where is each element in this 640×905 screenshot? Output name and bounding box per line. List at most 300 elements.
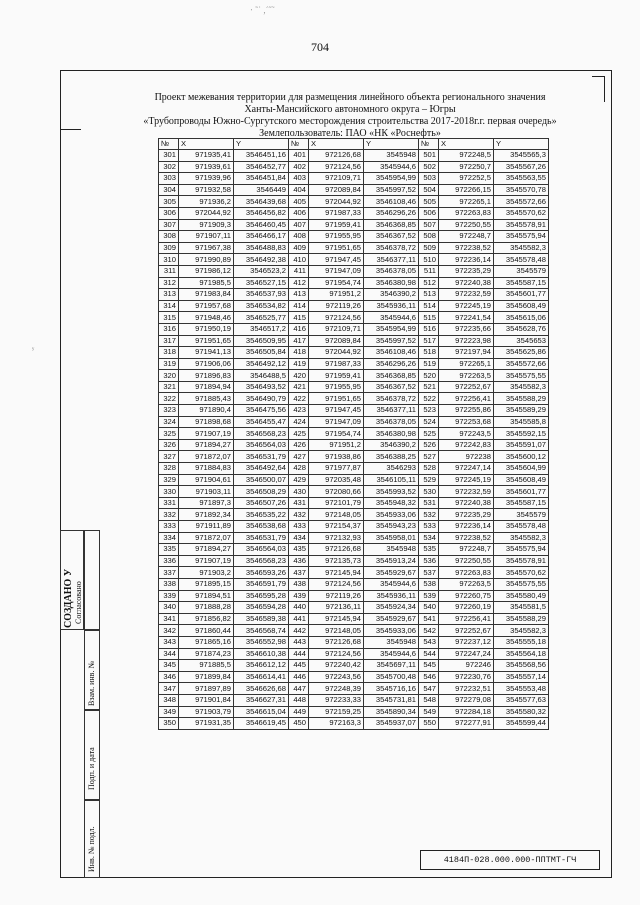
table-cell: 547 xyxy=(419,683,439,695)
table-cell: 3546439,68 xyxy=(234,196,289,208)
table-cell: 3546455,47 xyxy=(234,416,289,428)
table-cell: 524 xyxy=(419,416,439,428)
table-cell: 439 xyxy=(289,590,309,602)
table-cell: 972248,7 xyxy=(439,544,494,556)
table-cell: 3546449 xyxy=(234,184,289,196)
table-cell: 971897,89 xyxy=(179,683,234,695)
table-cell: 3546451,16 xyxy=(234,150,289,162)
table-cell: 522 xyxy=(419,393,439,405)
table-cell: 313 xyxy=(159,289,179,301)
table-cell: 971935,41 xyxy=(179,150,234,162)
table-row xyxy=(159,509,549,521)
table-cell: 332 xyxy=(159,509,179,521)
table-cell: 3545575,94 xyxy=(494,544,549,556)
table-row xyxy=(159,416,549,428)
table-cell: 972240,42 xyxy=(309,660,364,672)
table-cell: 972126,68 xyxy=(309,636,364,648)
table-cell: 3546593,26 xyxy=(234,567,289,579)
table-cell: 417 xyxy=(289,335,309,347)
table-cell: 971894,94 xyxy=(179,381,234,393)
table-cell: 3546492,12 xyxy=(234,358,289,370)
table-row xyxy=(159,405,549,417)
table-cell: 972284,18 xyxy=(439,706,494,718)
table-cell: 3546105,11 xyxy=(364,474,419,486)
table-cell: 3546451,84 xyxy=(234,173,289,185)
table-cell: 545 xyxy=(419,660,439,672)
table-cell: 3546509,95 xyxy=(234,335,289,347)
table-cell: 971907,11 xyxy=(179,231,234,243)
table-cell: 323 xyxy=(159,405,179,417)
table-cell: 972250,7 xyxy=(439,161,494,173)
table-cell: 971986,12 xyxy=(179,265,234,277)
table-cell: 3545570,62 xyxy=(494,567,549,579)
table-row xyxy=(159,207,549,219)
table-cell: 503 xyxy=(419,173,439,185)
table-row xyxy=(159,393,549,405)
table-cell: 3546367,52 xyxy=(364,381,419,393)
table-cell: 3545625,86 xyxy=(494,347,549,359)
table-cell: 326 xyxy=(159,439,179,451)
table-cell: 972089,84 xyxy=(309,184,364,196)
table-row xyxy=(159,451,549,463)
table-cell: 544 xyxy=(419,648,439,660)
table-row xyxy=(159,544,549,556)
table-cell: 3545579 xyxy=(494,509,549,521)
table-cell: 415 xyxy=(289,312,309,324)
table-cell: 3545599,44 xyxy=(494,718,549,730)
table-cell: 440 xyxy=(289,602,309,614)
table-cell: 3545565,3 xyxy=(494,150,549,162)
table-cell: 972263,5 xyxy=(439,370,494,382)
table-cell: 971959,41 xyxy=(309,219,364,231)
table-row xyxy=(159,347,549,359)
table-cell: 972235,66 xyxy=(439,323,494,335)
table-cell: 331 xyxy=(159,497,179,509)
table-cell: 3545582,3 xyxy=(494,625,549,637)
table-cell: 536 xyxy=(419,555,439,567)
table-cell: 423 xyxy=(289,405,309,417)
table-cell: 972247,24 xyxy=(439,648,494,660)
table-cell: 3545933,06 xyxy=(364,509,419,521)
table-cell: 334 xyxy=(159,532,179,544)
created-label: СОЗДАНО У xyxy=(63,568,74,628)
table-cell: 972238,52 xyxy=(439,242,494,254)
table-cell: 426 xyxy=(289,439,309,451)
table-cell: 3546507,26 xyxy=(234,497,289,509)
table-cell: 972245,19 xyxy=(439,300,494,312)
table-cell: 971990,89 xyxy=(179,254,234,266)
table-row xyxy=(159,242,549,254)
table-cell: 972236,14 xyxy=(439,521,494,533)
table-cell: 972279,08 xyxy=(439,694,494,706)
header-line-2: Ханты-Мансийского автономного округа – Югры xyxy=(244,104,456,115)
table-cell: 972248,39 xyxy=(309,683,364,695)
table-cell: 3546368,85 xyxy=(364,370,419,382)
table-cell: 971941,13 xyxy=(179,347,234,359)
table-cell: 972124,56 xyxy=(309,578,364,590)
table-cell: 972240,38 xyxy=(439,497,494,509)
table-cell: 3546523,2 xyxy=(234,265,289,277)
table-cell: 515 xyxy=(419,312,439,324)
table-cell: 3545575,55 xyxy=(494,370,549,382)
table-cell: 971947,45 xyxy=(309,405,364,417)
table-body xyxy=(159,150,549,730)
table-row xyxy=(159,532,549,544)
table-cell: 3545608,49 xyxy=(494,300,549,312)
table-cell: 3546534,82 xyxy=(234,300,289,312)
table-cell: 3546377,11 xyxy=(364,405,419,417)
table-cell: 3546537,93 xyxy=(234,289,289,301)
table-cell: 3545567,26 xyxy=(494,161,549,173)
table-cell: 409 xyxy=(289,242,309,254)
table-cell: 972260,19 xyxy=(439,602,494,614)
table-cell: 971947,09 xyxy=(309,265,364,277)
table-cell: 422 xyxy=(289,393,309,405)
table-cell: 504 xyxy=(419,184,439,196)
table-row xyxy=(159,150,549,162)
table-cell: 402 xyxy=(289,161,309,173)
table-cell: 3546619,45 xyxy=(234,718,289,730)
table-row xyxy=(159,335,549,347)
table-cell: 3546488,83 xyxy=(234,242,289,254)
table-cell: 972232,59 xyxy=(439,289,494,301)
table-cell: 972089,84 xyxy=(309,335,364,347)
table-cell: 540 xyxy=(419,602,439,614)
table-cell: 3545582,3 xyxy=(494,532,549,544)
table-cell: 972124,56 xyxy=(309,161,364,173)
table-cell: 3545589,29 xyxy=(494,405,549,417)
table-cell: 3546594,28 xyxy=(234,602,289,614)
table-cell: 3546456,82 xyxy=(234,207,289,219)
table-row xyxy=(159,671,549,683)
table-row xyxy=(159,648,549,660)
table-cell: 3546296,26 xyxy=(364,358,419,370)
table-cell: 3545943,23 xyxy=(364,521,419,533)
table-cell: 543 xyxy=(419,636,439,648)
table-cell: 418 xyxy=(289,347,309,359)
table-cell: 972044,92 xyxy=(309,347,364,359)
table-cell: 327 xyxy=(159,451,179,463)
table-cell: 971894,27 xyxy=(179,544,234,556)
table-cell: 546 xyxy=(419,671,439,683)
table-cell: 3546626,68 xyxy=(234,683,289,695)
table-cell: 3546108,46 xyxy=(364,347,419,359)
table-cell: 3545937,07 xyxy=(364,718,419,730)
table-cell: 425 xyxy=(289,428,309,440)
table-cell: 971894,51 xyxy=(179,590,234,602)
table-cell: 520 xyxy=(419,370,439,382)
table-cell: 3545997,52 xyxy=(364,335,419,347)
table-row xyxy=(159,486,549,498)
table-cell: 972148,05 xyxy=(309,509,364,521)
table-cell: 971907,19 xyxy=(179,428,234,440)
table-cell: 527 xyxy=(419,451,439,463)
table-cell: 532 xyxy=(419,509,439,521)
table-cell: 971977,87 xyxy=(309,463,364,475)
table-cell: 972255,86 xyxy=(439,405,494,417)
table-cell: 449 xyxy=(289,706,309,718)
table-cell: 302 xyxy=(159,161,179,173)
table-cell: 429 xyxy=(289,474,309,486)
table-cell: 434 xyxy=(289,532,309,544)
table-cell: 345 xyxy=(159,660,179,672)
table-cell: 972145,94 xyxy=(309,567,364,579)
table-cell: 971865,16 xyxy=(179,636,234,648)
table-cell: 416 xyxy=(289,323,309,335)
table-cell: 972223,98 xyxy=(439,335,494,347)
table-cell: 507 xyxy=(419,219,439,231)
table-cell: 525 xyxy=(419,428,439,440)
table-cell: 438 xyxy=(289,578,309,590)
table-cell: 3545944,6 xyxy=(364,578,419,590)
table-cell: 972197,94 xyxy=(439,347,494,359)
table-cell: 513 xyxy=(419,289,439,301)
table-cell: 523 xyxy=(419,405,439,417)
side-stamp xyxy=(60,530,100,880)
table-cell: 3545600,12 xyxy=(494,451,549,463)
table-cell: 534 xyxy=(419,532,439,544)
table-cell: 535 xyxy=(419,544,439,556)
table-cell: 971947,45 xyxy=(309,254,364,266)
table-cell: 505 xyxy=(419,196,439,208)
table-cell: 971987,33 xyxy=(309,358,364,370)
col-n: № xyxy=(159,139,179,150)
table-cell: 971954,74 xyxy=(309,277,364,289)
table-cell: 3546368,85 xyxy=(364,219,419,231)
table-cell: 347 xyxy=(159,683,179,695)
table-cell: 971885,43 xyxy=(179,393,234,405)
table-cell: 972252,5 xyxy=(439,173,494,185)
table-cell: 3545716,16 xyxy=(364,683,419,695)
col-x: X xyxy=(439,139,494,150)
table-cell: 3545570,62 xyxy=(494,207,549,219)
table-row xyxy=(159,323,549,335)
table-cell: 971957,68 xyxy=(179,300,234,312)
table-cell: 339 xyxy=(159,590,179,602)
table-cell: 433 xyxy=(289,521,309,533)
table-cell: 430 xyxy=(289,486,309,498)
table-cell: 539 xyxy=(419,590,439,602)
table-cell: 341 xyxy=(159,613,179,625)
table-cell: 3546380,98 xyxy=(364,428,419,440)
table-row xyxy=(159,173,549,185)
table-cell: 3545581,5 xyxy=(494,602,549,614)
table-cell: 510 xyxy=(419,254,439,266)
table-cell: 3546490,79 xyxy=(234,393,289,405)
table-row xyxy=(159,161,549,173)
table-row xyxy=(159,683,549,695)
table-cell: 3546378,05 xyxy=(364,416,419,428)
table-cell: 3545948 xyxy=(364,544,419,556)
table-cell: 343 xyxy=(159,636,179,648)
table-cell: 337 xyxy=(159,567,179,579)
scan-smudge: ‧ ˜˙ ,´˝˜ xyxy=(250,5,275,15)
table-cell: 3546531,79 xyxy=(234,451,289,463)
table-cell: 3546488,5 xyxy=(234,370,289,382)
table-row xyxy=(159,497,549,509)
table-cell: 419 xyxy=(289,358,309,370)
table-cell: 971936,2 xyxy=(179,196,234,208)
table-cell: 435 xyxy=(289,544,309,556)
table-cell: 3545993,52 xyxy=(364,486,419,498)
table-cell: 3545731,81 xyxy=(364,694,419,706)
table-cell: 321 xyxy=(159,381,179,393)
table-cell: 350 xyxy=(159,718,179,730)
table-cell: 3545579 xyxy=(494,265,549,277)
table-cell: 514 xyxy=(419,300,439,312)
table-cell: 318 xyxy=(159,347,179,359)
table-cell: 3545628,76 xyxy=(494,323,549,335)
col-n: № xyxy=(289,139,309,150)
table-cell: 530 xyxy=(419,486,439,498)
table-cell: 971951,2 xyxy=(309,439,364,451)
table-cell: 319 xyxy=(159,358,179,370)
table-cell: 972235,29 xyxy=(439,509,494,521)
table-cell: 971931,35 xyxy=(179,718,234,730)
table-cell: 404 xyxy=(289,184,309,196)
table-cell: 322 xyxy=(159,393,179,405)
table-cell: 403 xyxy=(289,173,309,185)
table-cell: 3546589,38 xyxy=(234,613,289,625)
table-cell: 3545913,24 xyxy=(364,555,419,567)
header-line-1: Проект межевания территории для размещения линейного объекта регионального значения xyxy=(154,92,546,103)
table-cell: 972242,83 xyxy=(439,439,494,451)
table-cell: 971948,46 xyxy=(179,312,234,324)
table-cell: 972119,26 xyxy=(309,300,364,312)
table-cell: 502 xyxy=(419,161,439,173)
table-cell: 3545948 xyxy=(364,150,419,162)
table-cell: 3545588,29 xyxy=(494,613,549,625)
table-cell: 3545578,48 xyxy=(494,521,549,533)
table-cell: 3545924,34 xyxy=(364,602,419,614)
table-cell: 971901,84 xyxy=(179,694,234,706)
table-cell: 3546595,28 xyxy=(234,590,289,602)
table-cell: 526 xyxy=(419,439,439,451)
table-cell: 972238,52 xyxy=(439,532,494,544)
table-cell: 972263,83 xyxy=(439,567,494,579)
table-cell: 971939,61 xyxy=(179,161,234,173)
table-header-row xyxy=(159,139,549,150)
table-cell: 301 xyxy=(159,150,179,162)
table-cell: 3545936,11 xyxy=(364,300,419,312)
table-cell: 3545944,6 xyxy=(364,161,419,173)
table-cell: 414 xyxy=(289,300,309,312)
table-cell: 972265,1 xyxy=(439,358,494,370)
table-cell: 3545578,91 xyxy=(494,555,549,567)
table-cell: 3545608,49 xyxy=(494,474,549,486)
table-cell: 3545580,32 xyxy=(494,706,549,718)
table-cell: 3545601,77 xyxy=(494,289,549,301)
table-cell: 3546610,38 xyxy=(234,648,289,660)
table-row xyxy=(159,694,549,706)
table-cell: 3545929,67 xyxy=(364,567,419,579)
table-cell: 431 xyxy=(289,497,309,509)
table-cell: 971955,95 xyxy=(309,231,364,243)
table-cell: 3545578,91 xyxy=(494,219,549,231)
table-cell: 3545591,07 xyxy=(494,439,549,451)
table-cell: 3545954,99 xyxy=(364,323,419,335)
table-cell: 3545578,48 xyxy=(494,254,549,266)
table-cell: 412 xyxy=(289,277,309,289)
table-cell: 3546492,38 xyxy=(234,254,289,266)
table-cell: 972145,94 xyxy=(309,613,364,625)
table-cell: 3546377,11 xyxy=(364,254,419,266)
table-cell: 3545582,3 xyxy=(494,242,549,254)
table-cell: 971954,74 xyxy=(309,428,364,440)
table-row xyxy=(159,567,549,579)
table-row xyxy=(159,219,549,231)
table-cell: 3545582,3 xyxy=(494,381,549,393)
table-cell: 3546466,17 xyxy=(234,231,289,243)
table-cell: 519 xyxy=(419,358,439,370)
table-cell: 317 xyxy=(159,335,179,347)
table-cell: 3545580,49 xyxy=(494,590,549,602)
table-cell: 421 xyxy=(289,381,309,393)
table-cell: 411 xyxy=(289,265,309,277)
table-cell: 3546552,98 xyxy=(234,636,289,648)
table-cell: 330 xyxy=(159,486,179,498)
table-cell: 3546500,07 xyxy=(234,474,289,486)
table-cell: 346 xyxy=(159,671,179,683)
table-cell: 342 xyxy=(159,625,179,637)
table-cell: 3546378,72 xyxy=(364,393,419,405)
table-cell: 972159,25 xyxy=(309,706,364,718)
table-cell: 309 xyxy=(159,242,179,254)
table-cell: 972243,56 xyxy=(309,671,364,683)
table-cell: 406 xyxy=(289,207,309,219)
table-cell: 971955,95 xyxy=(309,381,364,393)
table-cell: 3546493,52 xyxy=(234,381,289,393)
table-cell: 971896,83 xyxy=(179,370,234,382)
table-cell: 537 xyxy=(419,567,439,579)
table-cell: 3545936,11 xyxy=(364,590,419,602)
table-cell: 972263,5 xyxy=(439,578,494,590)
table-cell: 303 xyxy=(159,173,179,185)
table-cell: 971938,86 xyxy=(309,451,364,463)
table-cell: 549 xyxy=(419,706,439,718)
table-cell: 3546568,74 xyxy=(234,625,289,637)
table-cell: 3545933,06 xyxy=(364,625,419,637)
table-cell: 971894,27 xyxy=(179,439,234,451)
table-cell: 971895,15 xyxy=(179,578,234,590)
table-row xyxy=(159,381,549,393)
table-cell: 972124,56 xyxy=(309,648,364,660)
table-cell: 972277,91 xyxy=(439,718,494,730)
table-cell: 348 xyxy=(159,694,179,706)
table-cell: 340 xyxy=(159,602,179,614)
table-cell: 971884,83 xyxy=(179,463,234,475)
table-cell: 3546508,29 xyxy=(234,486,289,498)
col-y: Y xyxy=(364,139,419,150)
table-cell: 542 xyxy=(419,625,439,637)
table-cell: 3546293 xyxy=(364,463,419,475)
table-cell: 971860,44 xyxy=(179,625,234,637)
table-row xyxy=(159,474,549,486)
table-cell: 3546538,68 xyxy=(234,521,289,533)
table-cell: 338 xyxy=(159,578,179,590)
table-cell: 971947,09 xyxy=(309,416,364,428)
table-cell: 972235,29 xyxy=(439,265,494,277)
table-cell: 3545564,18 xyxy=(494,648,549,660)
table-cell: 3546527,15 xyxy=(234,277,289,289)
table-cell: 320 xyxy=(159,370,179,382)
table-cell: 971904,61 xyxy=(179,474,234,486)
table-cell: 972109,71 xyxy=(309,173,364,185)
table-cell: 344 xyxy=(159,648,179,660)
table-cell: 971885,5 xyxy=(179,660,234,672)
table-cell: 538 xyxy=(419,578,439,590)
table-cell: 971897,3 xyxy=(179,497,234,509)
